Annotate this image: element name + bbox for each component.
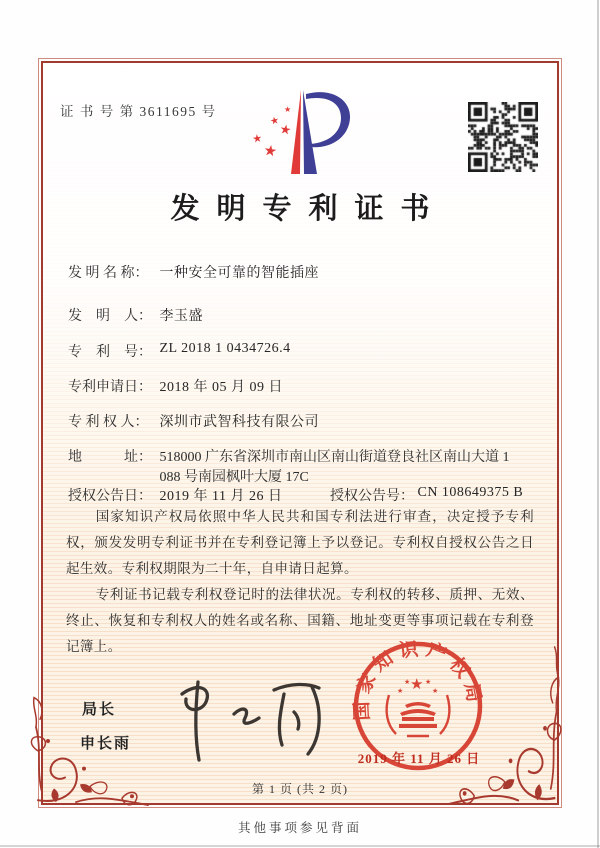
field-row-filing-date xyxy=(68,376,283,396)
field-row-grant xyxy=(68,485,523,505)
field-value: 一种安全可靠的智能插座 xyxy=(159,266,319,281)
back-side-note: 其他事项参见背面 xyxy=(237,821,362,835)
legal-paragraph-1: 国家知识产权局依照中华人民共和国专利法进行审查，决定授予专利权，颁发发明专利证书并在专利登记簿上予以登记。专利权自授权公告之日起生效。专利权期限为二十年，自申请日起算。 xyxy=(66,509,534,576)
certificate-title: 发明专利证书 xyxy=(170,193,447,225)
field-row-address xyxy=(68,446,510,486)
field-row-inventor xyxy=(68,305,203,325)
field-row-patentee xyxy=(68,411,319,431)
svg-text:★: ★ xyxy=(404,678,411,686)
logo-star-icon: ★ xyxy=(278,121,293,138)
page-number: 第 1 页 (共 2 页) xyxy=(252,782,348,796)
seal-agency-text: 国家知识产权局 xyxy=(351,638,486,721)
cnipa-logo-icon xyxy=(240,84,370,186)
field-value-address xyxy=(160,446,510,486)
field-list xyxy=(68,256,538,521)
field-label: 专利申请日： xyxy=(68,380,152,395)
officer-name: 申长雨 xyxy=(80,735,132,752)
officer-title: 局长 xyxy=(82,701,117,718)
legal-paragraph-2: 专利证书记载专利权登记时的法律状况。专利权的转移、质押、无效、终止、恢复和专利权人的姓名或名称、国籍、地址变更等事项记载在专利登记簿上。 xyxy=(66,587,534,654)
field-value: ZL 2018 1 0434726.4 xyxy=(159,341,291,356)
svg-text:★: ★ xyxy=(425,678,432,686)
logo-star-icon: ★ xyxy=(269,115,281,128)
field-label: 发 明 人： xyxy=(68,309,152,324)
director-signature-icon xyxy=(146,672,336,772)
field-label: 授权公告日： xyxy=(68,489,152,504)
field-value: 2018 年 05 月 09 日 xyxy=(159,380,283,395)
field-label: 授权公告号： xyxy=(329,489,414,504)
certificate-number: 证 书 号 第 3611695 号 xyxy=(60,104,217,119)
field-value: 2019 年 11 月 26 日 xyxy=(159,489,283,504)
seal-date: 2019 年 11 月 26 日 xyxy=(357,751,481,766)
field-label: 专 利 号： xyxy=(68,345,152,360)
logo-star-icon: ★ xyxy=(284,105,292,114)
address-line-1: 518000 广东省深圳市南山区南山街道登良社区南山大道 1 xyxy=(159,450,510,465)
field-row-invention-name xyxy=(68,262,319,282)
svg-text:★: ★ xyxy=(432,687,439,695)
field-value: 李玉盛 xyxy=(159,309,203,324)
field-value: CN 108649375 B xyxy=(417,485,524,500)
logo-star-icon: ★ xyxy=(251,132,264,146)
field-row-patent-number xyxy=(68,341,291,361)
field-label: 地 址： xyxy=(68,450,152,465)
logo-star-icon: ★ xyxy=(262,142,278,161)
field-label: 发 明 名 称： xyxy=(68,266,149,281)
scan-edge xyxy=(597,0,599,848)
scan-edge xyxy=(0,845,600,847)
field-value: 深圳市武智科技有限公司 xyxy=(159,415,319,430)
svg-text:★: ★ xyxy=(410,677,424,693)
qr-code xyxy=(468,102,538,172)
field-label: 专 利 权 人： xyxy=(68,415,149,430)
svg-text:★: ★ xyxy=(397,687,404,695)
address-line-2: 088 号南园枫叶大厦 17C xyxy=(159,470,309,485)
